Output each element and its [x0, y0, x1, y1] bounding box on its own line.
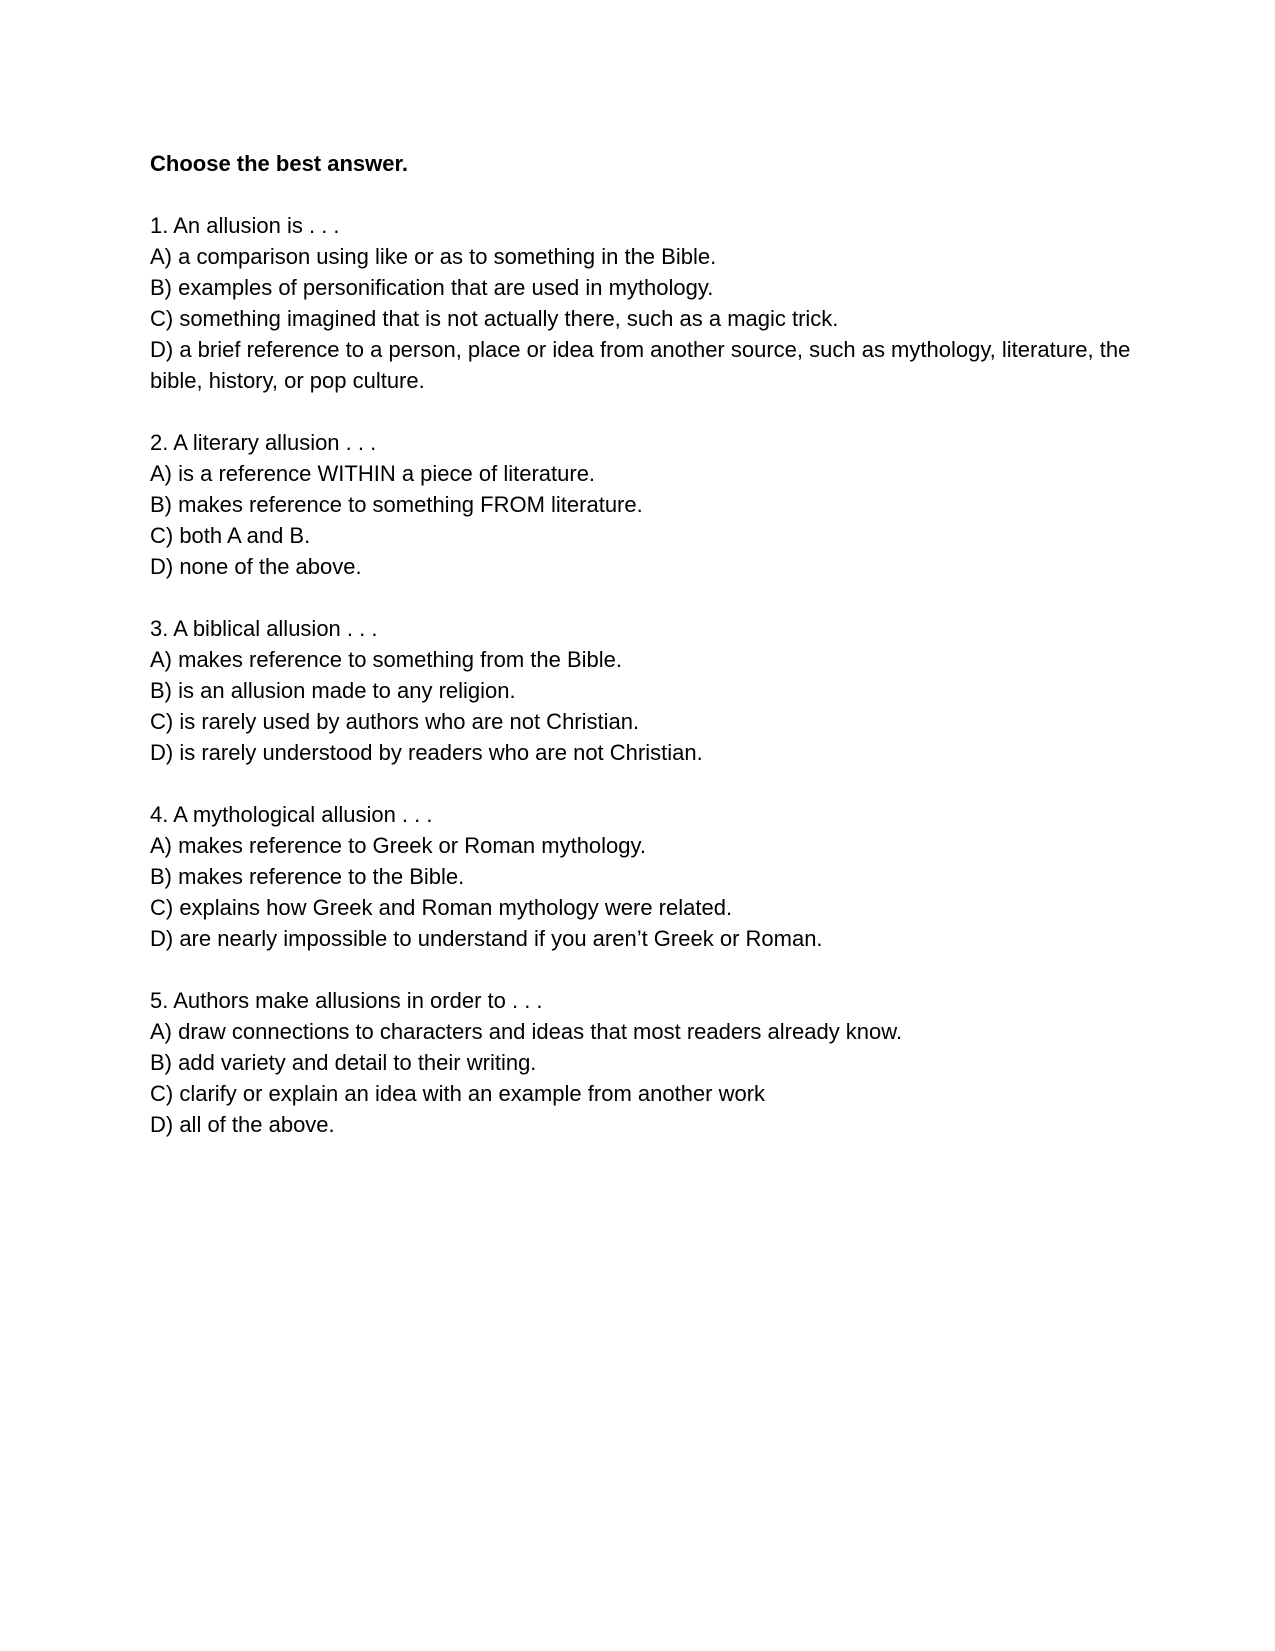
worksheet-page	[150, 148, 1160, 1171]
answer-option-d: D) all of the above.	[150, 1112, 335, 1137]
question-4	[150, 799, 1160, 954]
answer-option-a: A) makes reference to something from the Bible.	[150, 647, 622, 672]
answer-option-a: A) makes reference to Greek or Roman mythology.	[150, 833, 647, 858]
answer-option-d: D) none of the above.	[150, 554, 362, 579]
answer-option-c: C) clarify or explain an idea with an example from another work	[150, 1081, 766, 1106]
answer-option-b: B) makes reference to the Bible.	[150, 864, 465, 889]
answer-option-b: B) add variety and detail to their writing.	[150, 1050, 537, 1075]
question-5	[150, 985, 1160, 1140]
question-prompt: 4. A mythological allusion . . .	[150, 802, 433, 827]
answer-option-d: D) is rarely understood by readers who are not Christian.	[150, 740, 703, 765]
answer-option-a: A) a comparison using like or as to something in the Bible.	[150, 244, 717, 269]
answer-option-b: B) makes reference to something FROM literature.	[150, 492, 643, 517]
question-prompt: 3. A biblical allusion . . .	[150, 616, 378, 641]
answer-option-b: B) examples of personification that are used in mythology.	[150, 275, 714, 300]
answer-option-c: C) both A and B.	[150, 523, 311, 548]
question-prompt: 1. An allusion is . . .	[150, 213, 340, 238]
answer-option-b: B) is an allusion made to any religion.	[150, 678, 516, 703]
question-prompt: 5. Authors make allusions in order to . . .	[150, 988, 543, 1013]
answer-option-c: C) something imagined that is not actually there, such as a magic trick.	[150, 306, 839, 331]
answer-option-d: D) are nearly impossible to understand if you aren’t Greek or Roman.	[150, 926, 823, 951]
question-1	[150, 210, 1160, 396]
instructions-heading: Choose the best answer.	[150, 151, 408, 176]
answer-option-a: A) is a reference WITHIN a piece of literature.	[150, 461, 596, 486]
answer-option-c: C) is rarely used by authors who are not Christian.	[150, 709, 640, 734]
answer-option-d: D) a brief reference to a person, place or idea from another source, such as mythology, literature, the bible, history, or pop culture.	[150, 337, 1131, 393]
answer-option-a: A) draw connections to characters and ideas that most readers already know.	[150, 1019, 903, 1044]
answer-option-c: C) explains how Greek and Roman mythology were related.	[150, 895, 733, 920]
question-prompt: 2. A literary allusion . . .	[150, 430, 377, 455]
question-3	[150, 613, 1160, 768]
question-2	[150, 427, 1160, 582]
